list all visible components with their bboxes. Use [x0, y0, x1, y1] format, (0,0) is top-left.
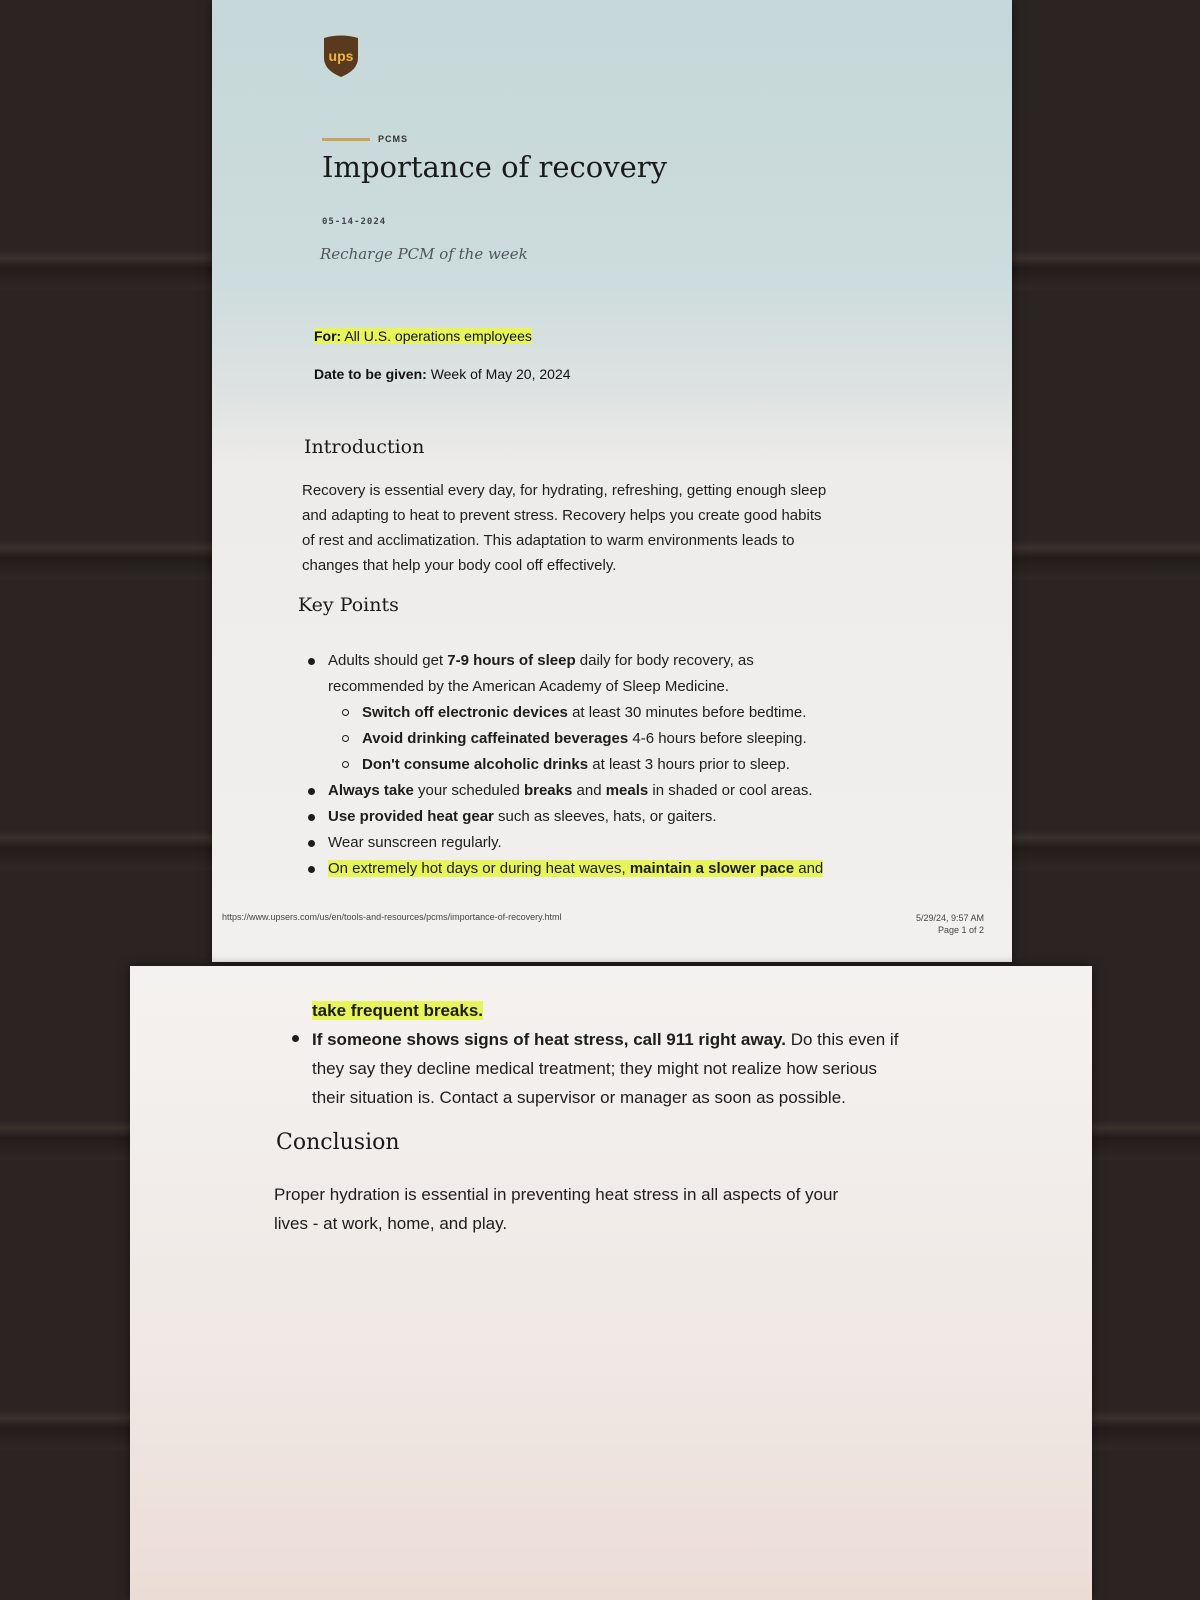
list-item-continued: they say they decline medical treatment; they might not realize how serious	[312, 1059, 878, 1078]
intro-line: and adapting to heat to prevent stress. Recovery helps you create good habits	[302, 507, 822, 524]
list-item: Always take your scheduled breaks and meals in shaded or cool areas.	[304, 778, 1004, 804]
introduction-heading: Introduction	[304, 436, 425, 458]
date-given-line	[314, 366, 571, 382]
sub-list-item: Switch off electronic devices at least 30 minutes before bedtime.	[304, 700, 1004, 726]
list-item: Use provided heat gear such as sleeves, hats, or gaiters.	[304, 804, 1004, 830]
audience-value: All U.S. operations employees	[344, 328, 532, 344]
date-given-label: Date to be given:	[314, 366, 427, 382]
list-item: Wear sunscreen regularly.	[304, 830, 1004, 856]
conclusion-line: Proper hydration is essential in preventing heat stress in all aspects of your	[274, 1185, 839, 1204]
audience-label: For:	[314, 328, 342, 344]
list-item: If someone shows signs of heat stress, call 911 right away. Do this even if	[288, 1025, 1048, 1054]
page-subtitle: Recharge PCM of the week	[320, 245, 528, 263]
footer-url: https://www.upsers.com/us/en/tools-and-resources/pcms/importance-of-recovery.html	[222, 912, 562, 922]
ups-logo	[322, 34, 360, 78]
list-item-continued: take frequent breaks.	[312, 1001, 484, 1020]
sub-list-item: Avoid drinking caffeinated beverages 4-6 hours before sleeping.	[304, 726, 1004, 752]
conclusion-line: lives - at work, home, and play.	[274, 1214, 508, 1233]
intro-line: Recovery is essential every day, for hydrating, refreshing, getting enough sleep	[302, 482, 827, 499]
printed-page-2	[130, 966, 1092, 1600]
date-given-value: Week of May 20, 2024	[430, 366, 571, 382]
key-points-heading: Key Points	[298, 594, 399, 616]
conclusion-heading: Conclusion	[276, 1130, 400, 1155]
list-item: Adults should get 7-9 hours of sleep daily for body recovery, as	[304, 648, 1004, 674]
page-number: Page 1 of 2	[937, 925, 984, 935]
list-item-continued: recommended by the American Academy of Sleep Medicine.	[328, 678, 730, 695]
kicker-bar	[322, 138, 370, 141]
section-kicker	[322, 134, 408, 144]
kicker-label: PCMS	[378, 134, 409, 144]
list-item-continued: their situation is. Contact a supervisor or manager as soon as possible.	[312, 1088, 846, 1107]
conclusion-paragraph	[274, 1180, 838, 1238]
footer-timestamp	[916, 912, 984, 936]
printed-page-1	[212, 0, 1012, 962]
introduction-paragraph	[302, 478, 826, 578]
intro-line: changes that help your body cool off effectively.	[302, 557, 617, 574]
publish-date: 05-14-2024	[322, 217, 387, 227]
svg-text:ups: ups	[328, 48, 354, 64]
list-item-highlighted: On extremely hot days or during heat waves, maintain a slower pace and	[304, 856, 1004, 882]
key-points-list	[304, 648, 1004, 882]
sub-list-item: Don't consume alcoholic drinks at least 3 hours prior to sleep.	[304, 752, 1004, 778]
key-points-list-continued	[288, 996, 1048, 1112]
print-timestamp: 5/29/24, 9:57 AM	[915, 913, 984, 923]
intro-line: of rest and acclimatization. This adaptation to warm environments leads to	[302, 532, 795, 549]
page-title: Importance of recovery	[322, 150, 668, 184]
audience-line	[314, 328, 532, 344]
